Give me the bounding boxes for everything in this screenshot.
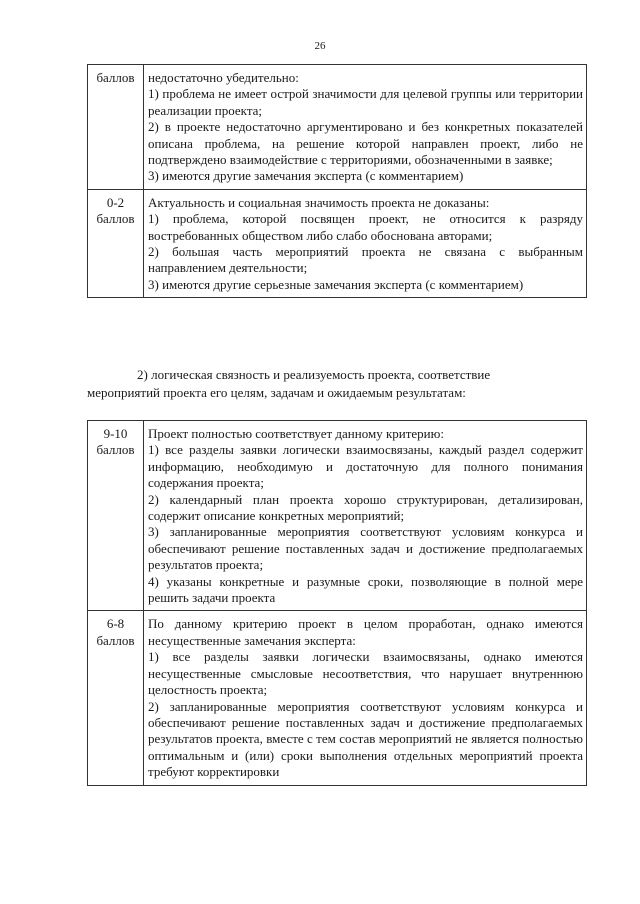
description-line: недостаточно убедительно:: [148, 70, 299, 85]
description-line: 3) имеются другие серьезные замечания эксперта (с комментарием): [148, 276, 524, 292]
score-cell: [88, 189, 144, 297]
description-line: 2) большая часть мероприятий проекта не связана с выбранным направлением деятельности;: [148, 244, 583, 276]
score-label: баллов: [96, 211, 135, 227]
score-range: 9-10: [103, 426, 128, 441]
description-cell: [144, 65, 587, 190]
score-label: баллов: [96, 632, 135, 648]
score-range: 0-2: [106, 194, 125, 210]
description-cell: [144, 189, 587, 297]
description-line: 1) все разделы заявки логически взаимосвязаны, однако имеются несущественные смысловые несоответствия, что нарушает внутреннюю целостность проекта;: [148, 649, 583, 698]
description-line: Проект полностью соответствует данному критерию:: [148, 426, 444, 441]
description-line: По данному критерию проект в целом проработан, однако имеются несущественные замечания эксперта:: [148, 616, 583, 648]
score-cell: [88, 65, 144, 190]
description-line: 2) календарный план проекта хорошо структурирован, детализирован, содержит описание конкретных мероприятий;: [148, 491, 583, 524]
description-line: 3) запланированные мероприятия соответствуют условиям конкурса и обеспечивают решение поставленных задач и достижение предполагаемых результатов проекта;: [148, 524, 583, 573]
description-line: 2) в проекте недостаточно аргументировано и без конкретных показателей описана проблема, на решение которой направлен проект, либо не подтверждено взаимодействие с территориями, обозначенными в заявке;: [148, 119, 583, 168]
section-heading-line: 2) логическая связность и реализуемость проекта, соответствие: [137, 367, 491, 382]
score-label: баллов: [96, 70, 135, 85]
description-line: 1) все разделы заявки логически взаимосвязаны, каждый раздел содержит информацию, необходимую и достаточную для полного понимания содержания проекта;: [148, 442, 583, 491]
description-cell: [144, 421, 587, 611]
criteria-table-2: [87, 420, 587, 786]
score-cell: [88, 611, 144, 785]
section-heading-line: мероприятий проекта его целям, задачам и ожидаемым результатам:: [87, 385, 466, 400]
score-label: баллов: [96, 442, 135, 458]
description-line: 2) запланированные мероприятия соответствуют условиям конкурса и обеспечивают решение поставленных задач и достижение предполагаемых результатов проекта, вместе с тем состав мероприятий не является полностью оптимальным и (или) сроки выполнения отдельных мероприятий проекта требуют корректировки: [148, 698, 583, 780]
table-row: [88, 189, 587, 297]
criteria-table-1: [87, 64, 587, 298]
score-cell: [88, 421, 144, 611]
table-row: [88, 65, 587, 190]
page-number: 26: [314, 40, 326, 52]
table-row: [88, 421, 587, 611]
table-row: [88, 611, 587, 785]
description-line: Актуальность и социальная значимость проекта не доказаны:: [148, 194, 490, 210]
score-range: 6-8: [106, 616, 125, 632]
section-heading: [87, 366, 587, 402]
description-cell: [144, 611, 587, 785]
description-line: 1) проблема, которой посвящен проект, не относится к разряду востребованных обществом либо слабо обоснована авторами;: [148, 211, 583, 243]
description-line: 3) имеются другие замечания эксперта (с комментарием): [148, 168, 464, 184]
description-line: 4) указаны конкретные и разумные сроки, позволяющие в полной мере решить задачи проекта: [148, 573, 583, 606]
description-line: 1) проблема не имеет острой значимости для целевой группы или территории реализации проекта;: [148, 86, 583, 118]
